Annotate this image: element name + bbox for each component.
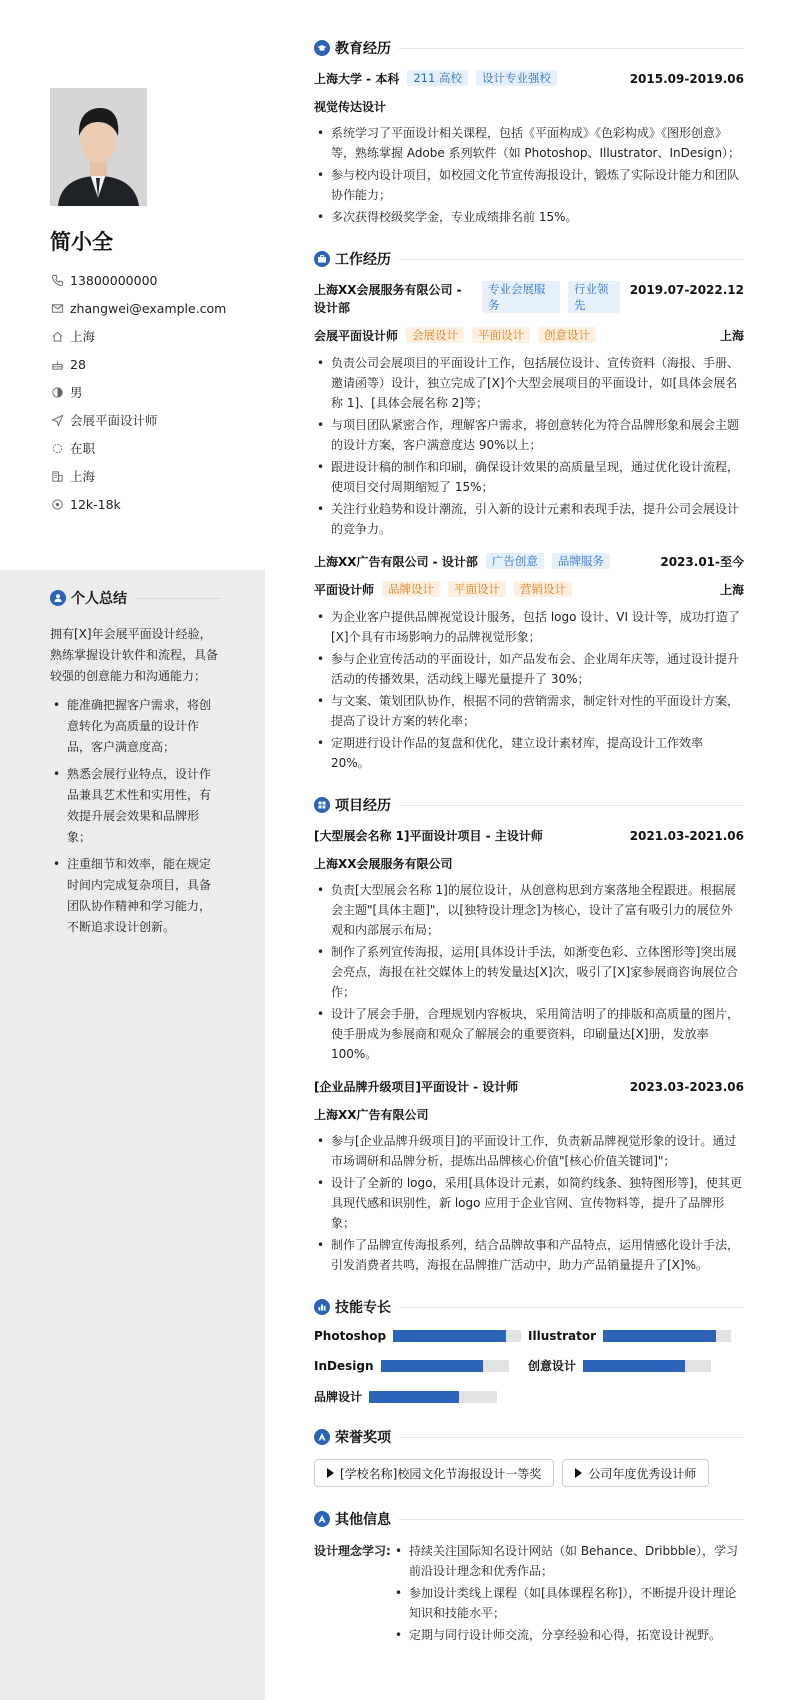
other-content	[314, 1541, 744, 1647]
education-title-text: 教育经历	[335, 41, 391, 57]
projects-title	[314, 795, 391, 815]
work-section	[314, 249, 744, 773]
mail-icon	[50, 301, 64, 315]
company-tag: 专业会展服务	[482, 281, 560, 313]
company-tag: 行业领先	[568, 281, 620, 313]
role-tag: 平面设计	[472, 327, 530, 343]
summary-title	[50, 588, 127, 608]
skill-bar-fill	[369, 1391, 459, 1403]
skill-bar	[369, 1391, 497, 1403]
info-icon	[314, 1511, 330, 1527]
list-item: • 制作了品牌宣传海报系列，结合品牌故事和产品特点，运用情感化设计手法，引发消费者共鸣，海报在品牌推广活动中，助力产品销量提升了[X]%。	[314, 1235, 744, 1275]
list-item: • 关注行业趋势和设计潮流，引入新的设计元素和表现手法，提升公司会展设计的竞争力。	[314, 499, 744, 539]
other-title	[314, 1509, 391, 1529]
school-name: 上海大学 - 本科	[314, 72, 400, 86]
job-city: 上海	[719, 583, 744, 597]
age-text: 28	[70, 356, 86, 372]
honors-header	[314, 1427, 744, 1447]
other-section	[314, 1509, 744, 1647]
skill-bar	[381, 1360, 509, 1372]
divider	[399, 1519, 744, 1520]
skills-section	[314, 1297, 744, 1405]
honors-section	[314, 1427, 744, 1487]
school-tag: 211 高校	[407, 70, 468, 86]
award-icon	[314, 1429, 330, 1445]
list-item: • 负责[大型展会名称 1]的展位设计，从创意构思到方案落地全程跟进。根据展会主题"[具体主题]"，以[独特设计理念]为核心，设计了富有吸引力的展位外观和内部展示布局；	[314, 880, 744, 940]
list-item: • 定期与同行设计师交流，分享经验和心得，拓宽设计视野。	[392, 1625, 744, 1645]
skill-bar	[583, 1360, 711, 1372]
project-row	[314, 827, 744, 845]
divider	[399, 259, 744, 260]
list-item: • 设计了展会手册，合理规划内容板块，采用简洁明了的排版和高质量的图片，使手册成为参展商和观众了解展会的重要资料，印刷量达[X]册，发放率 100%。	[314, 1004, 744, 1064]
project-company: 上海XX会展服务有限公司	[314, 857, 453, 871]
company-name: 上海XX广告有限公司 - 设计部	[314, 555, 478, 569]
company-tag: 广告创意	[486, 553, 544, 569]
candidate-name: 简小全	[50, 230, 113, 254]
status-icon	[50, 441, 64, 455]
skill-name: Illustrator	[528, 1329, 597, 1343]
divider	[399, 48, 744, 49]
skill-bar-fill	[603, 1330, 716, 1342]
project-entry	[314, 1078, 744, 1275]
skill-bar	[393, 1330, 521, 1342]
list-item: • 定期进行设计作品的复盘和优化，建立设计素材库，提高设计工作效率 20%。	[314, 733, 744, 773]
list-item: • 设计了全新的 logo，采用[具体设计元素，如简约线条、独特图形等]，使其更具现代感和识别性，新 logo 应用于企业官网、宣传物料等，提升了品牌形象；	[314, 1173, 744, 1233]
job-points	[314, 607, 744, 773]
list-item: • 为企业客户提供品牌视觉设计服务，包括 logo 设计、VI 设计等，成功打造了[X]个具有市场影响力的品牌视觉形象；	[314, 607, 744, 647]
honor-text: 公司年度优秀设计师	[588, 1466, 697, 1481]
position-text: 会展平面设计师	[70, 413, 158, 428]
gender-icon	[50, 385, 64, 399]
list-item: • 参与校内设计项目，如校园文化节宣传海报设计，锻炼了实际设计能力和团队协作能力；	[314, 165, 744, 205]
other-label: 设计理念学习:	[314, 1544, 391, 1558]
honors-title	[314, 1427, 391, 1447]
info-city	[50, 462, 260, 490]
project-name: [企业品牌升级项目]平面设计 - 设计师	[314, 1080, 519, 1094]
list-item: • 与项目团队紧密合作，理解客户需求，将创意转化为符合品牌形象和展会主题的设计方案，客户满意度达 90%以上；	[314, 415, 744, 455]
job-role-row	[314, 327, 744, 345]
skill-name: 创意设计	[528, 1359, 577, 1373]
home-icon	[50, 329, 64, 343]
contact-info-list	[50, 266, 260, 518]
job-left	[314, 281, 630, 317]
play-icon	[575, 1468, 582, 1478]
summary-intro: 拥有[X]年会展平面设计经验，熟练掌握设计软件和流程，具备较强的创意能力和沟通能力；	[50, 627, 219, 683]
role-tag: 品牌设计	[382, 581, 440, 597]
bar-chart-icon	[314, 1299, 330, 1315]
honors-title-text: 荣誉奖项	[335, 1430, 391, 1446]
education-date: 2015.09-2019.06	[629, 72, 744, 86]
status-text: 在职	[70, 441, 96, 456]
project-company: 上海XX广告有限公司	[314, 1108, 429, 1122]
list-item: • 多次获得校级奖学金，专业成绩排名前 15%。	[314, 207, 744, 227]
skill-name: Photoshop	[314, 1329, 387, 1343]
city-text: 上海	[70, 469, 96, 484]
info-gender	[50, 378, 260, 406]
education-row	[314, 70, 744, 88]
skill-name: 品牌设计	[314, 1390, 363, 1404]
project-entry	[314, 827, 744, 1064]
other-header	[314, 1509, 744, 1529]
work-title-text: 工作经历	[335, 252, 391, 268]
phone-text: 13800000000	[70, 272, 158, 288]
avatar	[50, 88, 147, 206]
project-name: [大型展会名称 1]平面设计项目 - 主设计师	[314, 829, 543, 843]
work-title	[314, 249, 391, 269]
skills-title-text: 技能专长	[335, 1300, 391, 1316]
education-section	[314, 38, 744, 227]
school-tag: 设计专业强校	[476, 70, 557, 86]
company-tag: 品牌服务	[552, 553, 610, 569]
education-title	[314, 38, 391, 58]
job-entry	[314, 553, 744, 773]
building-icon	[50, 469, 64, 483]
project-points	[314, 1131, 744, 1275]
email-text: zhangwei@example.com	[70, 300, 227, 316]
skill-item	[528, 1357, 742, 1374]
job-role: 会展平面设计师	[314, 329, 399, 343]
job-role-row	[314, 581, 744, 599]
project-row	[314, 1078, 744, 1096]
work-header	[314, 249, 744, 269]
major-name: 视觉传达设计	[314, 100, 387, 114]
honor-item[interactable]	[562, 1459, 709, 1487]
list-item: • 负责公司会展项目的平面设计工作，包括展位设计、宣传资料（海报、手册、邀请函等）设计，独立完成了[X]个大型会展项目的平面设计，如[具体会展名称 1]、[具体会展名称 2]等；	[314, 353, 744, 413]
summary-points	[50, 695, 220, 938]
briefcase-icon	[314, 251, 330, 267]
skill-item	[528, 1329, 742, 1343]
job-role: 平面设计师	[314, 583, 375, 597]
job-points	[314, 353, 744, 539]
person-icon	[50, 590, 66, 606]
location-text: 上海	[70, 329, 96, 344]
divider	[399, 1307, 744, 1308]
other-title-text: 其他信息	[335, 1512, 391, 1528]
info-status	[50, 434, 260, 462]
skill-bar-fill	[393, 1330, 506, 1342]
role-tag: 平面设计	[448, 581, 506, 597]
list-item: • 参加设计类线上课程（如[具体课程名称]），不断提升设计理论知识和技能水平；	[392, 1583, 744, 1623]
summary-header	[50, 588, 220, 608]
salary-icon	[50, 497, 64, 511]
honors-list	[314, 1459, 744, 1487]
list-item: • 系统学习了平面设计相关课程，包括《平面构成》《色彩构成》《图形创意》等，熟练掌握 Adobe 系列软件（如 Photoshop、Illustrator、InDesign）；	[314, 123, 744, 163]
skill-item	[314, 1357, 528, 1374]
info-location	[50, 322, 260, 350]
info-position	[50, 406, 260, 434]
divider	[135, 598, 220, 599]
summary-section	[50, 588, 220, 944]
skill-name: InDesign	[314, 1358, 374, 1373]
role-tag: 创意设计	[538, 327, 596, 343]
info-email	[50, 294, 260, 322]
skills-title	[314, 1297, 391, 1317]
grid-icon	[314, 797, 330, 813]
job-entry	[314, 281, 744, 539]
job-row	[314, 553, 744, 571]
phone-icon	[50, 273, 64, 287]
job-date: 2019.07-2022.12	[629, 283, 744, 297]
portrait-photo	[50, 88, 147, 206]
list-item: • 熟悉会展行业特点，设计作品兼具艺术性和实用性，有效提升展会效果和品牌形象；	[50, 764, 220, 848]
list-item: • 跟进设计稿的制作和印刷，确保设计效果的高质量呈现，通过优化设计流程，使项目交付周期缩短了 15%；	[314, 457, 744, 497]
job-role-left	[314, 327, 596, 345]
education-points	[314, 123, 744, 227]
project-date: 2021.03-2021.06	[629, 829, 744, 843]
role-tag: 营销设计	[514, 581, 572, 597]
list-item: • 持续关注国际知名设计网站（如 Behance、Dribbble），学习前沿设计理念和优秀作品；	[392, 1541, 744, 1581]
info-salary	[50, 490, 260, 518]
cake-icon	[50, 357, 64, 371]
skill-item	[314, 1388, 528, 1405]
job-left	[314, 553, 610, 571]
skill-item	[314, 1329, 528, 1343]
gender-text: 男	[70, 385, 83, 400]
honor-text: [学校名称]校园文化节海报设计一等奖	[340, 1466, 542, 1481]
skill-bar	[603, 1330, 731, 1342]
send-icon	[50, 413, 64, 427]
project-date: 2023.03-2023.06	[629, 1080, 744, 1094]
skills-grid	[314, 1329, 744, 1405]
list-item: • 参与[企业品牌升级项目]的平面设计工作，负责新品牌视觉形象的设计。通过市场调研和品牌分析，提炼出品牌核心价值"[核心价值关键词]"；	[314, 1131, 744, 1171]
list-item: • 与文案、策划团队协作，根据不同的营销需求，制定针对性的平面设计方案，提高了设计方案的转化率；	[314, 691, 744, 731]
role-tag: 会展设计	[406, 327, 464, 343]
main-content	[314, 38, 744, 1647]
projects-header	[314, 795, 744, 815]
projects-section	[314, 795, 744, 1275]
list-item: • 能准确把握客户需求，将创意转化为高质量的设计作品，客户满意度高；	[50, 695, 220, 758]
play-icon	[327, 1468, 334, 1478]
job-city: 上海	[719, 329, 744, 343]
other-points	[392, 1541, 744, 1647]
project-points	[314, 880, 744, 1064]
graduation-cap-icon	[314, 40, 330, 56]
honor-item[interactable]	[314, 1459, 554, 1487]
job-date: 2023.01-至今	[660, 555, 744, 569]
list-item: • 参与企业宣传活动的平面设计，如产品发布会、企业周年庆等，通过设计提升活动的传播效果，活动线上曝光量提升了 30%；	[314, 649, 744, 689]
info-phone	[50, 266, 260, 294]
job-row	[314, 281, 744, 317]
list-item: • 注重细节和效率，能在规定时间内完成复杂项目，具备团队协作精神和学习能力，不断追求设计创新。	[50, 854, 220, 938]
company-name: 上海XX会展服务有限公司 - 设计部	[314, 283, 462, 315]
skill-bar-fill	[583, 1360, 685, 1372]
divider	[399, 805, 744, 806]
education-left	[314, 70, 557, 88]
list-item: • 制作了系列宣传海报，运用[具体设计手法，如渐变色彩、立体图形等]突出展会亮点，海报在社交媒体上的转发量达[X]次，吸引了[X]家参展商咨询展位合作；	[314, 942, 744, 1002]
skills-header	[314, 1297, 744, 1317]
skill-bar-fill	[381, 1360, 483, 1372]
projects-title-text: 项目经历	[335, 798, 391, 814]
divider	[399, 1437, 744, 1438]
education-header	[314, 38, 744, 58]
summary-title-text: 个人总结	[71, 591, 127, 607]
info-age	[50, 350, 260, 378]
salary-text: 12k-18k	[70, 496, 121, 512]
job-role-left	[314, 581, 572, 599]
